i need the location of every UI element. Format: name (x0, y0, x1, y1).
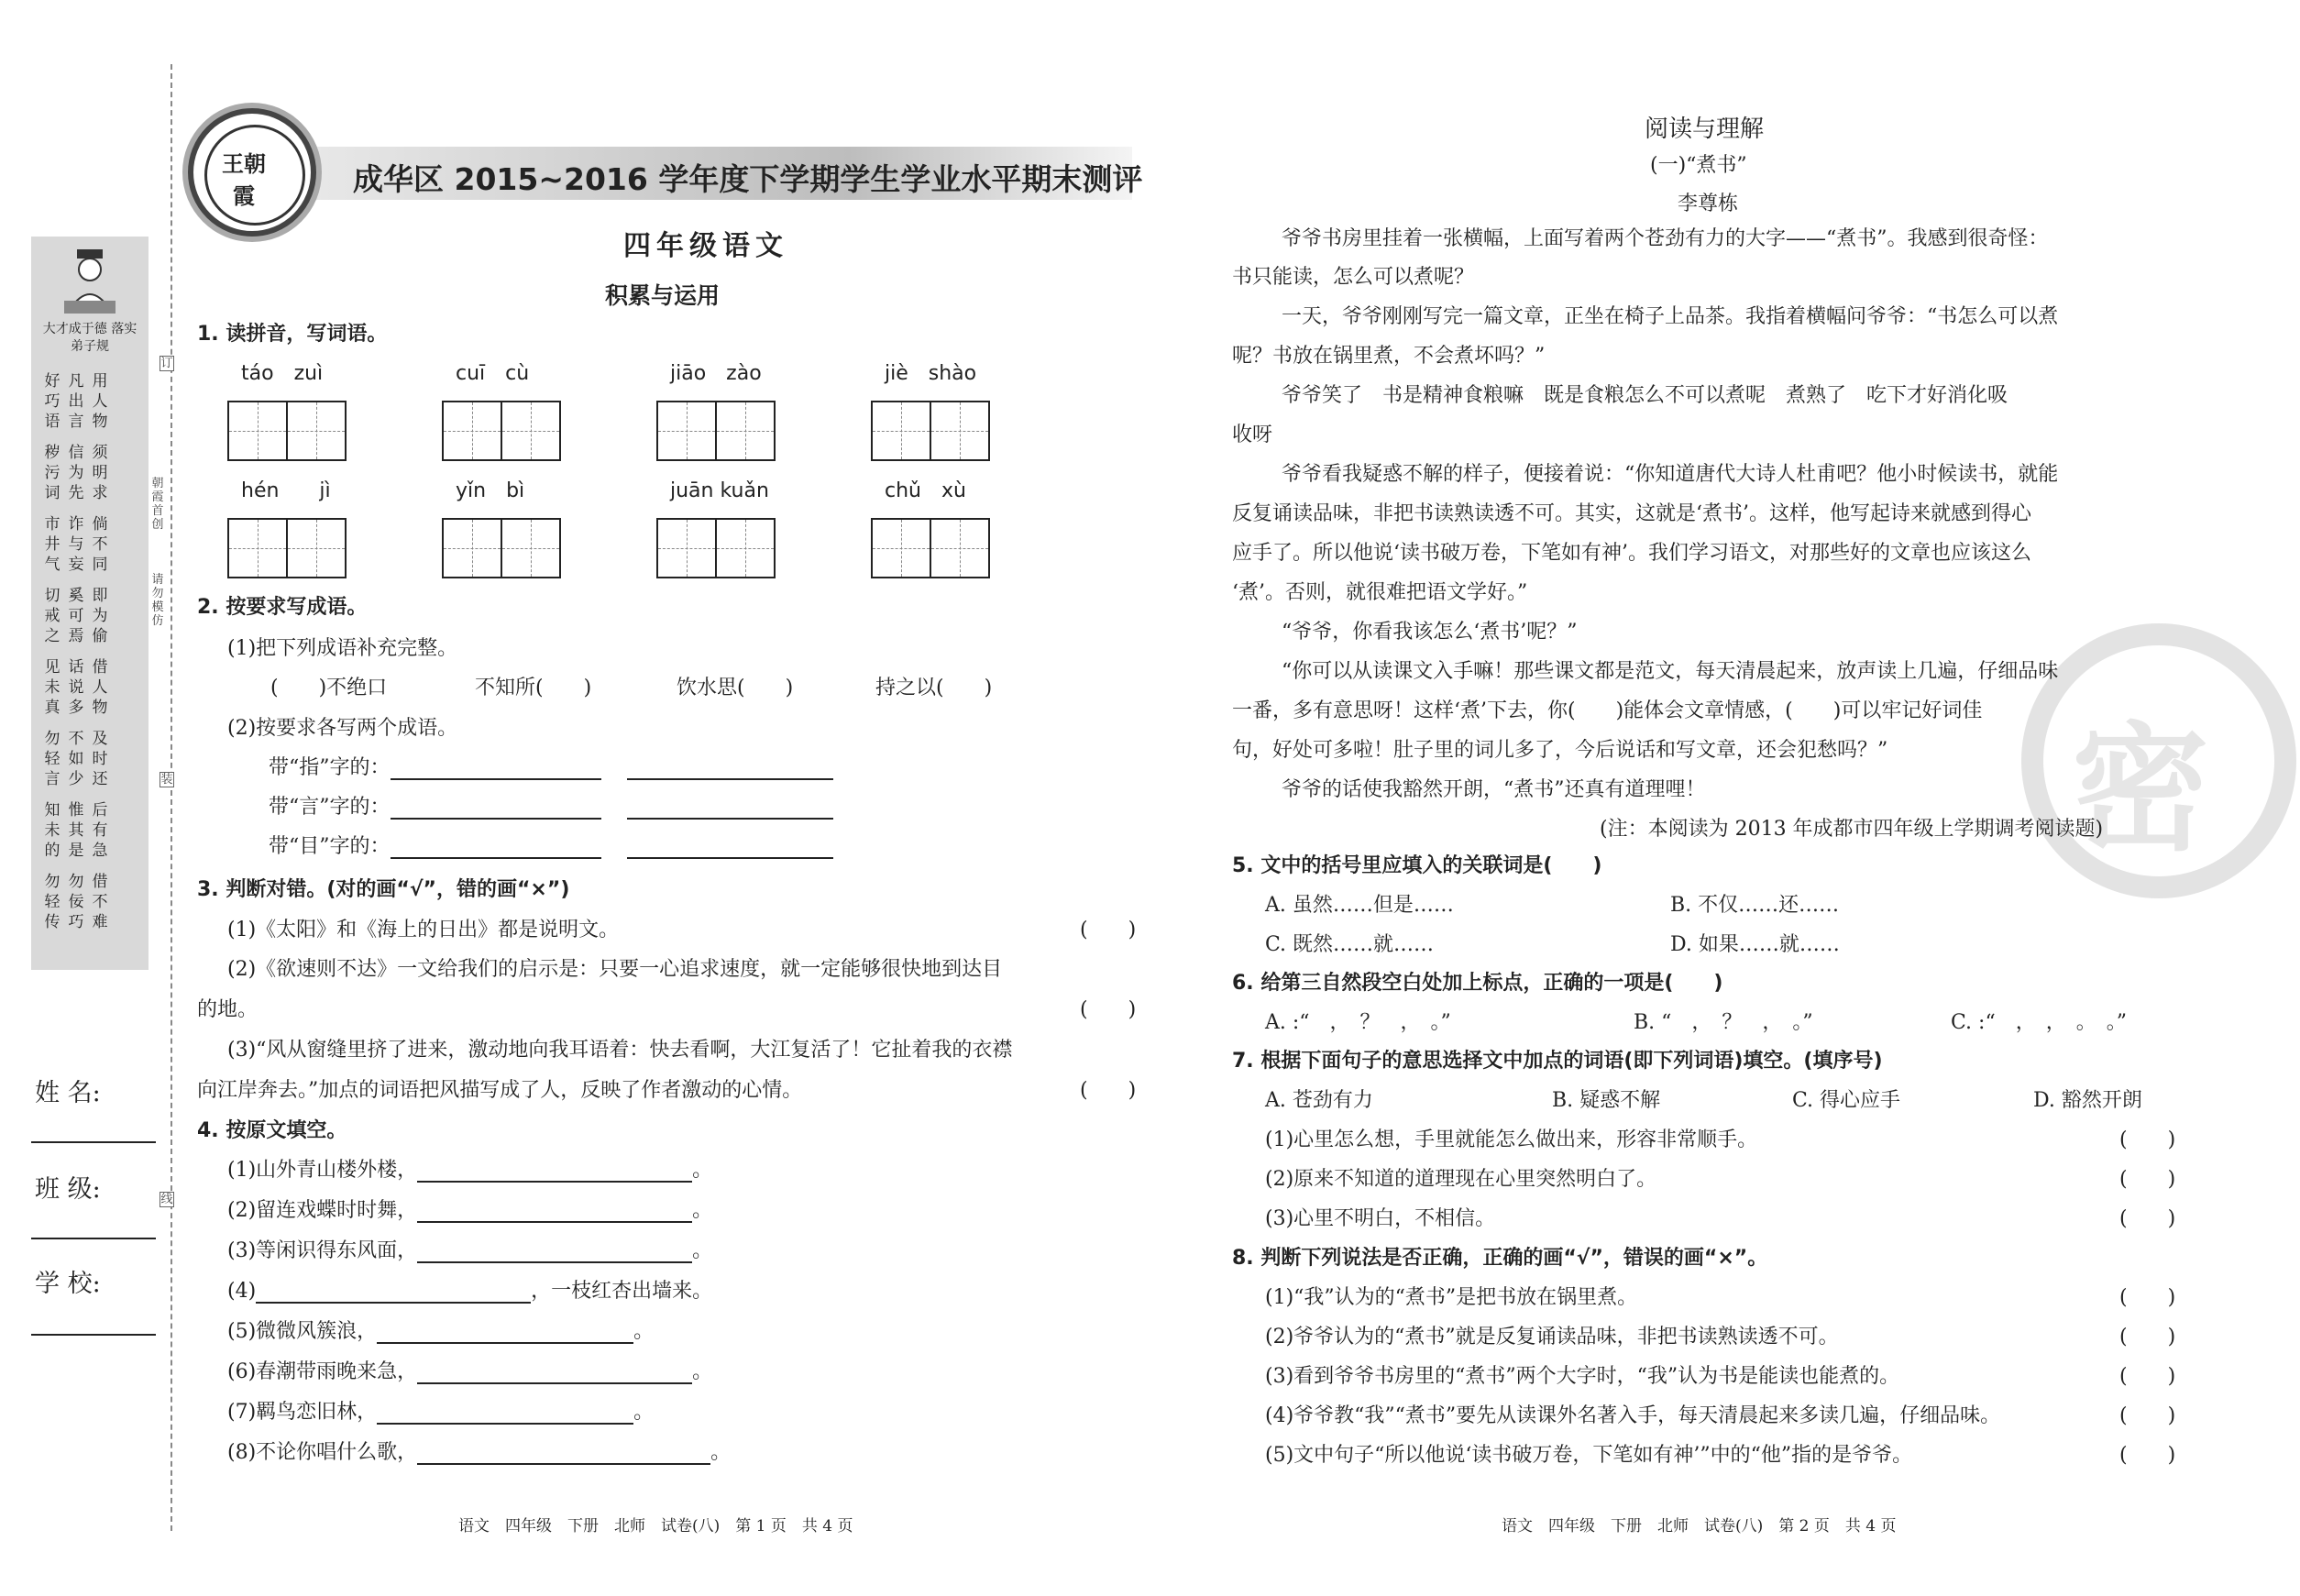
pinyin-label: cuī cù (456, 362, 530, 385)
grid-cell[interactable] (715, 401, 776, 461)
idiom-4[interactable]: 持之以( ) (875, 677, 993, 699)
passage-author: 李尊栋 (1678, 193, 1739, 215)
q6-option-a[interactable]: A. :“ ， ？ ， 。” (1265, 1011, 1451, 1034)
school-field[interactable] (31, 1334, 156, 1336)
q5-option-b[interactable]: B. 不仅……还…… (1670, 894, 1840, 917)
grid-cell[interactable] (286, 518, 347, 578)
motto-column: 好巧语 (44, 372, 61, 431)
grid-cell[interactable] (656, 518, 717, 578)
q8-item: (2)爷爷认为的“煮书”就是反复诵读品味，非把书读熟读透不可。 (1265, 1326, 1839, 1348)
q3-answer-3[interactable]: ( ) (1080, 1079, 1137, 1102)
q3-answer-2[interactable]: ( ) (1080, 998, 1137, 1021)
q8-item: (1)“我”认为的“煮书”是把书放在锅里煮。 (1265, 1286, 1638, 1309)
q7-option-c: C. 得心应手 (1792, 1089, 1901, 1112)
answer-line[interactable] (417, 1241, 692, 1263)
poem-line-2: (2)留连戏蝶时时舞， (227, 1199, 418, 1222)
q7-item: (1)心里怎么想，手里就能怎么做出来，形容非常顺手。 (1265, 1128, 1758, 1151)
poem-line-5: (5)微微风簇浪， (227, 1320, 378, 1343)
exam-title: 成华区 2015~2016 学年度下学期学生学业水平期末测评 (353, 161, 1143, 197)
para-2-cont: 呢？书放在锅里煮，不会煮坏吗？” (1232, 345, 1546, 368)
q3-item2-cont: 的地。 (197, 998, 259, 1021)
grid-cell[interactable] (930, 401, 990, 461)
subject-title: 四年级语文 (623, 230, 788, 262)
para-1: 爷爷书房里挂着一张横幅，上面写着两个苍劲有力的大字——“煮书”。我感到很奇怪： (1282, 227, 2049, 250)
q2-sub2: (2)按要求各写两个成语。 (227, 717, 458, 740)
q2-title: 2. 按要求写成语。 (197, 596, 368, 619)
origin-note: 朝霞首创 (151, 477, 164, 532)
motto-column: 勿轻传 (44, 873, 61, 931)
q3-item3-cont: 向江岸奔去。”加点的词语把风描写成了人，反映了作者激动的心情。 (197, 1079, 803, 1102)
q8-answer[interactable]: ( ) (2119, 1404, 2176, 1427)
motto-column: 话说多 (68, 658, 84, 717)
poem-line-3: (3)等闲识得东风面， (227, 1239, 418, 1262)
q3-answer-1[interactable]: ( ) (1080, 919, 1137, 941)
writing-grid[interactable] (873, 518, 990, 578)
source-note: (注：本阅读为 2013 年成都市四年级上学期调考阅读题) (1600, 818, 2104, 841)
para-2: 一天，爷爷刚刚写完一篇文章，正坐在椅子上品茶。我指着横幅问爷爷：“书怎么可以煮 (1282, 305, 2059, 328)
class-field[interactable] (31, 1238, 156, 1239)
motto-column: 切戒之 (44, 587, 61, 645)
grid-cell[interactable] (501, 401, 561, 461)
q7-answer[interactable]: ( ) (2119, 1168, 2176, 1191)
q7-item: (3)心里不明白，不相信。 (1265, 1207, 1496, 1230)
name-field[interactable] (31, 1141, 156, 1143)
brand-logo: 王朝霞 (188, 108, 316, 237)
page-footer-2: 语文 四年级 下册 北师 试卷(八) 第 2 页 共 4 页 (1502, 1517, 1897, 1535)
q7-answer[interactable]: ( ) (2119, 1128, 2176, 1151)
scholar-figure (57, 246, 123, 319)
brand-motto: 大才成于德 落实弟子规 (42, 322, 138, 354)
writing-grid[interactable] (658, 518, 776, 578)
answer-line[interactable] (417, 1443, 710, 1465)
motto-column: 诈与妄 (68, 515, 84, 574)
pinyin-label: juān kuǎn (670, 479, 769, 502)
idiom-1[interactable]: ( )不绝口 (270, 677, 388, 699)
q5-option-c[interactable]: C. 既然……就…… (1265, 933, 1435, 956)
para-3-cont: 收呀 (1232, 424, 1273, 446)
para-4: 爷爷看我疑惑不解的样子，便接着说：“你知道唐代大诗人杜甫吧？他小时候读书，就能 (1282, 463, 2059, 486)
grid-cell[interactable] (656, 401, 717, 461)
cut-line (171, 64, 172, 1531)
q7-title: 7. 根据下面句子的意思选择文中加点的词语(即下列词语)填空。(填序号) (1232, 1050, 1883, 1073)
school-label: 学 校: (35, 1270, 101, 1298)
pinyin-label: hén jì (241, 479, 331, 502)
pinyin-label: jiè shào (885, 362, 977, 385)
answer-line[interactable] (256, 1282, 531, 1304)
copy-warning: 请勿模仿 (151, 573, 164, 628)
idiom-3[interactable]: 饮水思( ) (677, 677, 794, 699)
poem-line-4: (4) (227, 1280, 257, 1303)
writing-grid[interactable] (873, 401, 990, 461)
writing-grid[interactable] (444, 518, 561, 578)
binding-mark-1: 订 (160, 357, 173, 370)
q8-answer[interactable]: ( ) (2119, 1326, 2176, 1348)
motto-column: 后有急 (92, 801, 108, 860)
motto-column: 倘不同 (92, 515, 108, 574)
binding-mark-2: 装 (160, 773, 173, 787)
pinyin-label: jiāo zào (670, 362, 762, 385)
writing-grid[interactable] (229, 401, 347, 461)
grid-cell[interactable] (501, 518, 561, 578)
poem-line-8: (8)不论你唱什么歌， (227, 1441, 418, 1464)
grid-cell[interactable] (286, 401, 347, 461)
motto-column: 须明求 (92, 444, 108, 502)
writing-grid[interactable] (444, 401, 561, 461)
answer-line[interactable] (627, 798, 833, 820)
page-footer-1: 语文 四年级 下册 北师 试卷(八) 第 1 页 共 4 页 (458, 1517, 853, 1535)
reading-title: 阅读与理解 (1645, 116, 1765, 143)
q5-option-d[interactable]: D. 如果……就…… (1670, 933, 1840, 956)
q8-item: (5)文中句子“所以他说‘读书破万卷，下笔如有神’”中的“他”指的是爷爷。 (1265, 1444, 1913, 1467)
grid-cell[interactable] (715, 518, 776, 578)
answer-line[interactable] (627, 837, 833, 859)
q8-item: (4)爷爷教“我”“煮书”要先从读课外名著入手，每天清晨起来多读几遍，仔细品味。 (1265, 1404, 2001, 1427)
answer-line[interactable] (417, 1161, 692, 1183)
grid-cell[interactable] (871, 518, 931, 578)
passage-title: (一)“煮书” (1650, 154, 1747, 177)
q8-answer[interactable]: ( ) (2119, 1365, 2176, 1388)
q4-title: 4. 按原文填空。 (197, 1119, 347, 1142)
answer-line[interactable] (417, 1362, 692, 1384)
q8-answer[interactable]: ( ) (2119, 1286, 2176, 1309)
motto-column: 市井气 (44, 515, 61, 574)
motto-column: 借不难 (92, 873, 108, 931)
binding-mark-3: 线 (160, 1193, 173, 1206)
with-mu-label: 带“目”字的： (269, 835, 391, 858)
q3-item1: (1)《太阳》和《海上的日出》都是说明文。 (227, 919, 620, 941)
grid-cell[interactable] (442, 518, 502, 578)
motto-column: 惟其是 (68, 801, 84, 860)
q8-answer[interactable]: ( ) (2119, 1444, 2176, 1467)
para-6: “你可以从读课文入手嘛！那些课文都是范文，每天清晨起来，放声读上几遍，仔细品味 (1282, 660, 2059, 683)
q8-item: (3)看到爷爷书房里的“煮书”两个大字时，“我”认为书是能读也能煮的。 (1265, 1365, 1900, 1388)
answer-line[interactable] (391, 798, 601, 820)
with-yan-label: 带“言”字的： (269, 796, 391, 819)
with-zhi-label: 带“指”字的： (269, 756, 391, 779)
section-title: 积累与运用 (605, 282, 721, 309)
answer-line[interactable] (377, 1403, 633, 1425)
q3-item3: (3)“风从窗缝里挤了进来，激动地向我耳语着：快去看啊，大江复活了！它扯着我的衣襟 (227, 1039, 1013, 1062)
motto-column: 见未真 (44, 658, 61, 717)
q8-title: 8. 判断下列说法是否正确，正确的画“√”，错误的画“×”。 (1232, 1247, 1768, 1270)
stamp-glyph: 密 (2072, 709, 2210, 870)
motto-column: 信为先 (68, 444, 84, 502)
q6-option-c[interactable]: C. :“ ， ， 。 。” (1951, 1011, 2127, 1034)
pinyin-label: chǔ xù (885, 479, 966, 502)
q5-option-a[interactable]: A. 虽然……但是…… (1265, 894, 1454, 917)
q7-option-b: B. 疑惑不解 (1552, 1089, 1661, 1112)
q5-title: 5. 文中的括号里应填入的关联词是( ) (1232, 854, 1602, 877)
answer-line[interactable] (627, 758, 833, 780)
para-6-cont: 一番，多有意思呀！这样‘煮’下去，你( )能体会文章情感，( )可以牢记好词佳 (1232, 699, 1983, 722)
para-4-cont: 反复诵读品味，非把书读熟读透不可。其实，这就是‘煮书’。这样，他写起诗来就感到得心 (1232, 502, 2031, 525)
motto-column: 勿轻言 (44, 730, 61, 788)
poem-line-7: (7)羁鸟恋旧林， (227, 1401, 378, 1424)
poem-line-6: (6)春潮带雨晚来急， (227, 1360, 418, 1383)
q6-title: 6. 给第三自然段空白处加上标点，正确的一项是( ) (1232, 972, 1723, 995)
para-5: “爷爷，你看我该怎么‘煮书’呢？” (1282, 621, 1578, 644)
q3-item2: (2)《欲速则不达》一文给我们的启示是：只要一心追求速度，就一定能够很快地到达目 (227, 958, 1003, 981)
class-label: 班 级: (35, 1175, 101, 1204)
grid-cell[interactable] (227, 518, 288, 578)
grid-cell[interactable] (930, 518, 990, 578)
q3-title: 3. 判断对错。(对的画“√”，错的画“×”) (197, 878, 570, 901)
motto-column: 用人物 (92, 372, 108, 431)
pinyin-label: táo zuì (241, 362, 324, 385)
para-6-cont: 句，好处可多啦！肚子里的词儿多了，今后说话和写文章，还会犯愁吗？” (1232, 739, 1888, 762)
grid-cell[interactable] (442, 401, 502, 461)
name-label: 姓 名: (35, 1079, 101, 1107)
para-1-cont: 书只能读，怎么可以煮呢？ (1232, 266, 1475, 289)
para-3: 爷爷笑了 书是精神食粮嘛 既是食粮怎么不可以煮呢 煮熟了 吃下才好消化吸 (1282, 384, 2008, 407)
q7-option-a: A. 苍劲有力 (1265, 1089, 1373, 1112)
writing-grid[interactable] (658, 401, 776, 461)
motto-column: 凡出言 (68, 372, 84, 431)
motto-column: 勿佞巧 (68, 873, 84, 931)
motto-column: 奚可焉 (68, 587, 84, 645)
q1-title: 1. 读拼音，写词语。 (197, 323, 388, 346)
motto-column: 知未的 (44, 801, 61, 860)
idiom-2[interactable]: 不知所( ) (475, 677, 592, 699)
answer-line[interactable] (377, 1322, 633, 1344)
motto-column: 及时还 (92, 730, 108, 788)
q7-item: (2)原来不知道的道理现在心里突然明白了。 (1265, 1168, 1657, 1191)
pinyin-label: yǐn bì (456, 479, 525, 502)
motto-column: 借人物 (92, 658, 108, 717)
grid-cell[interactable] (871, 401, 931, 461)
grid-cell[interactable] (227, 401, 288, 461)
q7-answer[interactable]: ( ) (2119, 1207, 2176, 1230)
q2-sub1: (1)把下列成语补充完整。 (227, 637, 458, 660)
para-7: 爷爷的话使我豁然开朗，“煮书”还真有道理哩！ (1282, 778, 1706, 801)
answer-line[interactable] (391, 837, 601, 859)
motto-column: 秽污词 (44, 444, 61, 502)
motto-column: 不如少 (68, 730, 84, 788)
para-4-cont: 应手了。所以他说‘读书破万卷，下笔如有神’。我们学习语文，对那些好的文章也应该这么 (1232, 542, 2031, 565)
poem-line-1: (1)山外青山楼外楼， (227, 1159, 418, 1182)
motto-column: 即为偷 (92, 587, 108, 645)
para-4-cont: ‘煮’。否则，就很难把语文学好。” (1232, 581, 1528, 604)
writing-grid[interactable] (229, 518, 347, 578)
q7-option-d: D. 豁然开朗 (2033, 1089, 2142, 1112)
answer-line[interactable] (417, 1201, 692, 1223)
q6-option-b[interactable]: B. “ ， ？ ， 。” (1634, 1011, 1813, 1034)
answer-line[interactable] (391, 758, 601, 780)
